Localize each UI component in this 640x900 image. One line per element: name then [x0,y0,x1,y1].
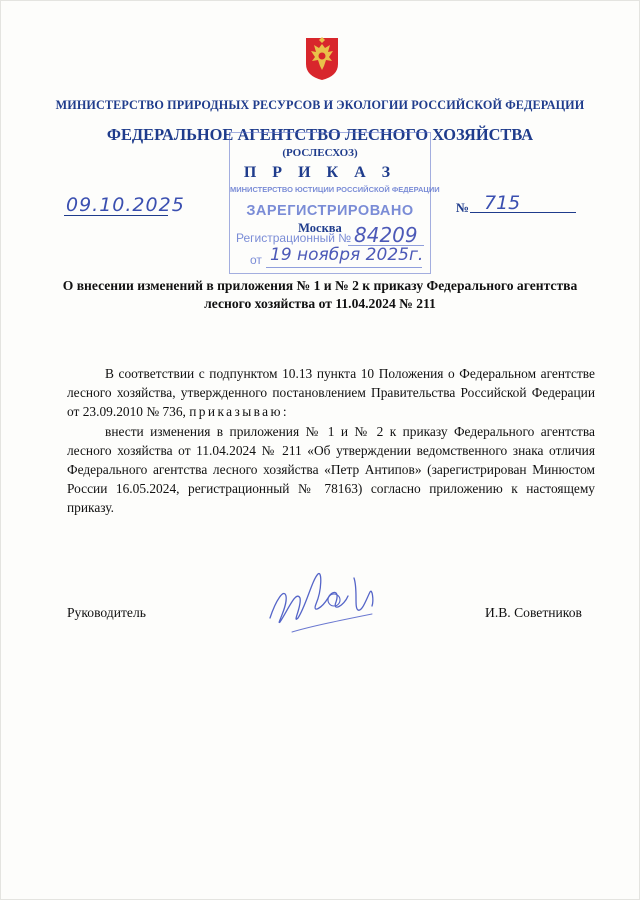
order-number: 715 [484,192,521,214]
document-type: П Р И К А З [243,164,397,181]
paragraph-1-text: В соответствии с подпунктом 10.13 пункта 10 Положения о Федеральном агентстве лесного хозяйства, утвержденного постановлением Правительства Российской Федерации от 23.09.2010 № 736, [67,366,595,420]
signer-name: И.В. Советников [485,605,582,620]
stamp-date-prefix: от [250,253,262,267]
registration-stamp [229,132,440,274]
stamp-reg-number: 84209 [354,223,418,247]
stamp-reg-label: Регистрационный № [236,231,352,245]
date-underline [64,215,168,216]
handwritten-signature [262,560,392,640]
stamp-status: ЗАРЕГИСТРИРОВАНО [246,203,414,219]
city: Москва [298,221,342,235]
coat-of-arms-icon [302,34,342,82]
stamp-ministry: МИНИСТЕРСТВО ЮСТИЦИИ РОССИЙСКОЙ ФЕДЕРАЦИИ [230,185,440,194]
paragraph-2: внести изменения в приложения № 1 и № 2 к приказу Федерального агентства лесного хозяйства от 11.04.2024 № 211 «Об утверждении ведомственного знака отличия Федерального агентства лесного хозяйства «Петр Антипов» (зарегистрирован Минюстом России 16.05.2024, регистрационный № 78163) согласно приложению к настоящему приказу. [67,423,595,516]
order-date: 09.10.2025 [66,194,185,216]
ministry-name: МИНИСТЕРСТВО ПРИРОДНЫХ РЕСУРСОВ И ЭКОЛОГИИ РОССИЙСКОЙ ФЕДЕРАЦИИ [55,98,585,112]
stamp-date: 19 ноября 2025г. [270,245,424,265]
document-body [67,364,595,518]
agency-abbreviation: (РОСЛЕСХОЗ) [282,147,358,159]
paragraph-1 [67,364,595,422]
order-word: приказываю: [189,404,290,420]
document-title: О внесении изменений в приложения № 1 и № 2 к приказу Федерального агентства лесного хозяйства от 11.04.2024 № 211 [62,278,578,311]
number-underline [470,212,576,213]
number-sign: № [456,200,470,215]
signer-role: Руководитель [67,605,146,620]
stamp-date-underline [266,267,422,268]
agency-name: ФЕДЕРАЛЬНОЕ АГЕНТСТВО ЛЕСНОГО ХОЗЯЙСТВА [106,125,534,144]
